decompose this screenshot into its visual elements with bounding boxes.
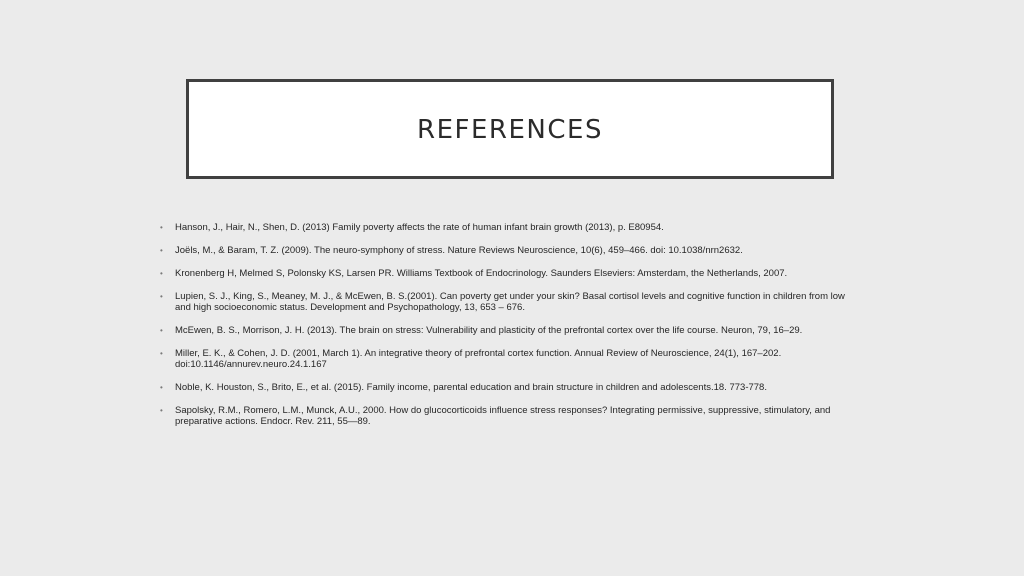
reference-item [160,291,860,313]
reference-item [160,222,860,233]
bullet-icon: • [160,223,163,232]
reference-text: Noble, K. Houston, S., Brito, E., et al. (2015). Family income, parental education and brain structure in children and adolescents.18. 773-778. [175,382,767,393]
reference-list [160,222,860,439]
bullet-icon: • [160,326,163,335]
bullet-icon: • [160,406,163,415]
bullet-icon: • [160,269,163,278]
reference-item [160,382,860,393]
reference-text: Hanson, J., Hair, N., Shen, D. (2013) Family poverty affects the rate of human infant brain growth (2013), p. E80954. [175,222,664,233]
reference-text: Kronenberg H, Melmed S, Polonsky KS, Larsen PR. Williams Textbook of Endocrinology. Saunders Elseviers: Amsterdam, the Netherlands, 2007. [175,268,788,279]
reference-text: McEwen, B. S., Morrison, J. H. (2013). The brain on stress: Vulnerability and plasticity of the prefrontal cortex over the life course. Neuron, 79, 16–29. [175,325,803,336]
bullet-icon: • [160,383,163,392]
title-box [186,79,834,179]
reference-item [160,268,860,279]
bullet-icon: • [160,349,163,358]
reference-item [160,405,860,427]
reference-text: Joëls, M., & Baram, T. Z. (2009). The neuro-symphony of stress. Nature Reviews Neuroscience, 10(6), 459–466. doi: 10.1038/nrn2632. [175,245,743,256]
reference-text: Miller, E. K., & Cohen, J. D. (2001, March 1). An integrative theory of prefrontal cortex function. Annual Review of Neuroscience, 24(1), 167–202. doi:10.1146/annurev.neuro.24.1.167 [175,348,782,370]
bullet-icon: • [160,246,163,255]
reference-item [160,245,860,256]
bullet-icon: • [160,292,163,301]
reference-item [160,325,860,336]
slide-title: REFERENCES [417,115,603,145]
reference-text: Sapolsky, R.M., Romero, L.M., Munck, A.U., 2000. How do glucocorticoids influence stress responses? Integrating permissive, suppressive, stimulatory, and preparative actions. Endocr. Rev. 211, 55—89. [175,405,831,427]
reference-text: Lupien, S. J., King, S., Meaney, M. J., & McEwen, B. S.(2001). Can poverty get under your skin? Basal cortisol levels and cognitive function in children from low and high socioeconomic status. Development and Psychopathology, 13, 653 – 676. [175,291,845,313]
reference-item [160,348,860,370]
